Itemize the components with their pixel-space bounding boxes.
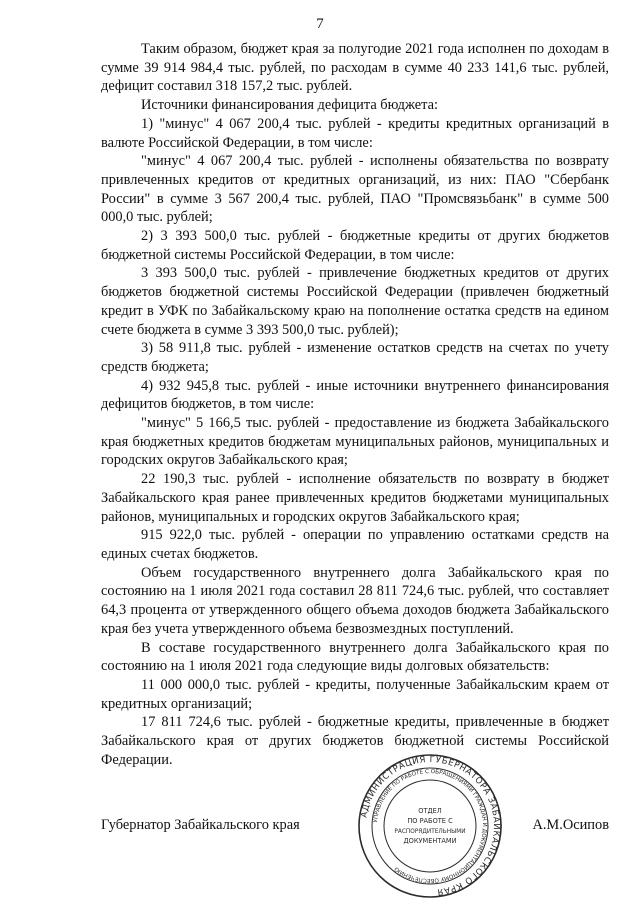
svg-text:ПО РАБОТЕ С: ПО РАБОТЕ С — [407, 817, 453, 825]
paragraph: Таким образом, бюджет края за полугодие 2021 года исполнен по доходам в сумме 39 914 984,4 тыс. рублей, по расходам в сумме 40 233 141,6 тыс. рублей, дефицит составил 318 157,2 тыс. рублей. — [101, 41, 609, 95]
paragraph: Объем государственного внутреннего долга Забайкальского края по состоянию на 1 июля 2021 года составил 28 811 724,6 тыс. рублей, что составляет 64,3 процента от утвержденного общего объема доходов бюджета Забайкальского края без учета утвержденного объема безвозмездных поступлений. — [101, 564, 609, 637]
signatory-name: А.М.Осипов — [532, 817, 609, 833]
page-number: 7 — [316, 16, 324, 32]
svg-text:РАСПОРЯДИТЕЛЬНЫМИ: РАСПОРЯДИТЕЛЬНЫМИ — [394, 829, 466, 835]
official-stamp — [356, 752, 504, 900]
document-body — [101, 40, 609, 769]
stamp-center-text — [394, 807, 465, 845]
paragraph: 2) 3 393 500,0 тыс. рублей - бюджетные кредиты от других бюджетов бюджетной системы Российской Федерации, в том числе: — [101, 228, 609, 263]
paragraph: 1) "минус" 4 067 200,4 тыс. рублей - кредиты кредитных организаций в валюте Российской Федерации, в том числе: — [101, 115, 609, 151]
paragraph: 3) 58 911,8 тыс. рублей - изменение остатков средств на счетах по учету средств бюджета; — [101, 340, 609, 375]
signature-block — [101, 817, 609, 839]
stamp-middle-text: УПРАВЛЕНИЕ ПО РАБОТЕ С ОБРАЩЕНИЯМИ ГРАЖДАН И ДОКУМЕНТАЦИОННОМУ ОБЕСПЕЧЕНИЮ — [373, 768, 488, 884]
paragraph: 4) 932 945,8 тыс. рублей - иные источники внутреннего финансирования дефицитов бюджетов, в том числе: — [101, 377, 609, 413]
paragraph: Источники финансирования дефицита бюджета: — [141, 97, 438, 114]
signatory-title: Губернатор Забайкальского края — [101, 817, 300, 833]
paragraph: 22 190,3 тыс. рублей - исполнение обязательств по возврату в бюджет Забайкальского края ранее привлеченных кредитов бюджетами муниципальных районов, муниципальных и городских округов Забайкальского края; — [101, 471, 609, 525]
stamp-middle-ring — [372, 768, 488, 884]
svg-text:ОТДЕЛ: ОТДЕЛ — [418, 807, 442, 815]
paragraph: 11 000 000,0 тыс. рублей - кредиты, полученные Забайкальским краем от кредитных организаций; — [101, 676, 609, 712]
paragraph: В составе государственного внутреннего долга Забайкальского края по состоянию на 1 июля 2021 года следующие виды долговых обязательств: — [101, 639, 609, 675]
paragraph: "минус" 4 067 200,4 тыс. рублей - исполнены обязательства по возврату привлеченных кредитов от кредитных организаций, из них: ПАО "Сбербанк России" в сумме 3 567 200,4 тыс. рублей, ПАО "Промсвязьбанк" в сумме 500 000,0 тыс. рублей; — [101, 153, 609, 226]
paragraph: 17 811 724,6 тыс. рублей - бюджетные кредиты, привлеченные в бюджет Забайкальского края от других бюджетов бюджетной системы Российской Федерации. — [101, 714, 609, 768]
svg-text:ДОКУМЕНТАМИ: ДОКУМЕНТАМИ — [403, 837, 457, 845]
paragraph: 915 922,0 тыс. рублей - операции по управлению остатками средств на единых счетах бюджетов. — [101, 527, 609, 562]
stamp-outer-text: АДМИНИСТРАЦИЯ ГУБЕРНАТОРА ЗАБАЙКАЛЬСКОГО КРАЯ — [359, 754, 502, 897]
paragraph: "минус" 5 166,5 тыс. рублей - предоставление из бюджета Забайкальского края бюджетных кредитов бюджетам муниципальных районов, муниципальных и городских округов Забайкальского края; — [101, 415, 609, 469]
stamp-inner-ring — [384, 780, 476, 872]
paragraph: 3 393 500,0 тыс. рублей - привлечение бюджетных кредитов от других бюджетов бюджетной системы Российской Федерации (привлечен бюджетный кредит в УФК по Забайкальскому краю на пополнение остатка средств на едином счете бюджета в сумме 3 393 500,0 тыс. рублей); — [101, 265, 609, 338]
